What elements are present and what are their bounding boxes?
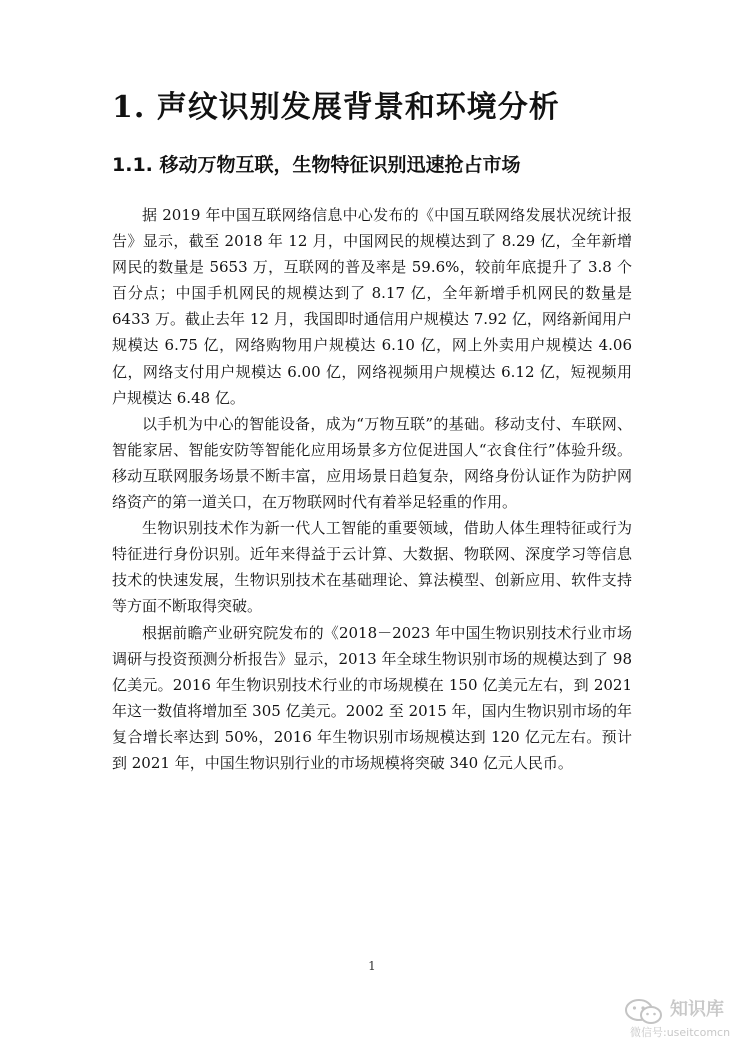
heading-1: 1. 声纹识别发展背景和环境分析 [112,90,560,125]
paragraph-3: 生物识别技术作为新一代人工智能的重要领域，借助人体生理特征或行为特征进行身份识别。近年来得益于云计算、大数据、物联网、深度学习等信息技术的快速发展，生物识别技术在基础理论、算法模型、创新应用、软件支持等方面不断取得突破。 [112,519,632,616]
watermark [624,996,736,1046]
wechat-logo-icon [624,998,664,1026]
paragraph-4: 根据前瞻产业研究院发布的《2018－2023 年中国生物识别技术行业市场调研与投资预测分析报告》显示，2013 年全球生物识别市场的规模达到了 98 亿美元。2016 年生物识别技术行业的市场规模在 150 亿美元左右，到 2021 年这一数值将增加至 305 亿美元。2002 至 2015 年，国内生物识别市场的年复合增长率达到 50%，2016 年生物识别市场规模达到 120 亿元左右。预计到 2021 年，中国生物识别行业的市场规模将突破 340 亿元人民币。 [112,623,632,772]
body-text [112,202,632,776]
paragraph-2: 以手机为中心的智能设备，成为“万物互联”的基础。移动支付、车联网、智能家居、智能安防等智能化应用场景多方位促进国人“衣食住行”体验升级。移动互联网服务场景不断丰富，应用场景日趋复杂，网络身份认证作为防护网络资产的第一道关口，在万物联网时代有着举足轻重的作用。 [112,414,632,512]
paragraph-1: 据 2019 年中国互联网络信息中心发布的《中国互联网络发展状况统计报告》显示，截至 2018 年 12 月，中国网民的规模达到了 8.29 亿，全年新增网民的数量是 5653 万，互联网的普及率是 59.6%，较前年底提升了 3.8 个百分点；中国手机网民的规模达到了 8.17 亿，全年新增手机网民的数量是 6433 万。截止去年 12 月，我国即时通信用户规模达 7.92 亿，网络新闻用户规模达 6.75 亿，网络购物用户规模达 6.10 亿，网上外卖用户规模达 4.06 亿，网络支付用户规模达 6.00 亿，网络视频用户规模达 6.12 亿，短视频用户规模达 6.48 亿。 [112,206,632,407]
heading-2: 1.1. 移动万物互联，生物特征识别迅速抢占市场 [112,154,521,176]
watermark-subtext: 微信号:useitcomcn [630,1026,731,1039]
page-number: 1 [368,959,376,973]
watermark-brand: 知识库 [670,999,724,1020]
